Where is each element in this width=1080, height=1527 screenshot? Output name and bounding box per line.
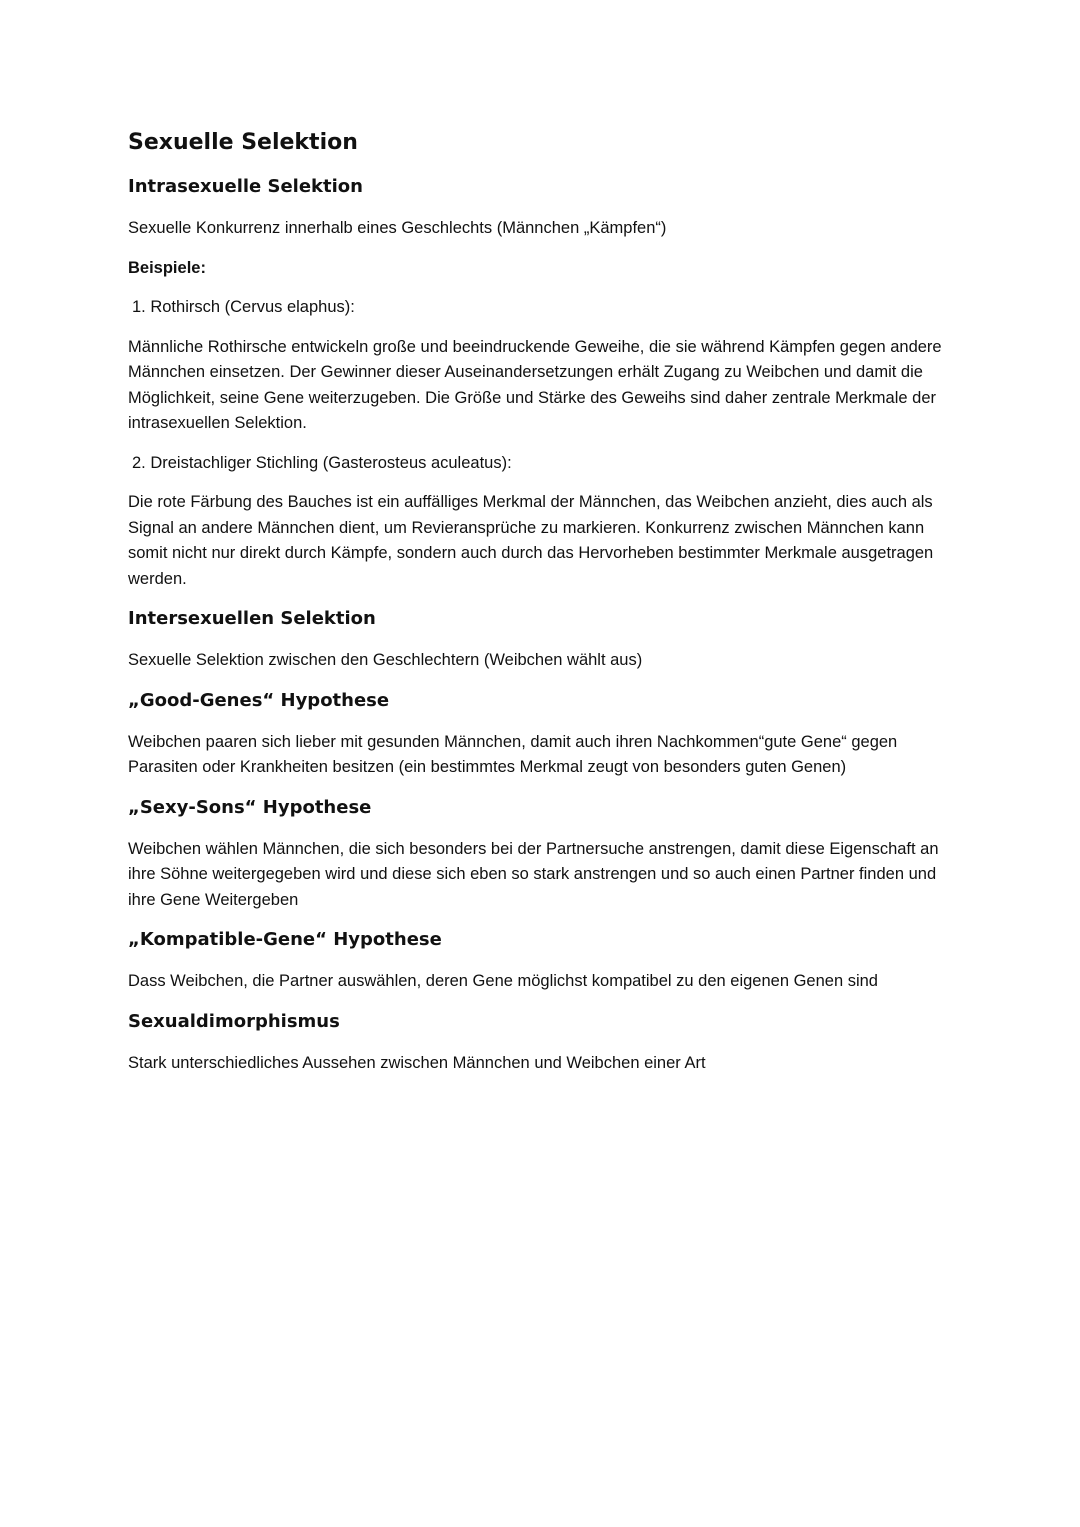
intersexual-heading: Intersexuellen Selektion: [128, 608, 376, 629]
good-genes-text: Weibchen paaren sich lieber mit gesunden Männchen, damit auch ihren Nachkommen“gute Gene“ gegen Parasiten oder Krankheiten besitzen (ein bestimmtes Merkmal zeugt von besonders guten Genen): [128, 732, 898, 776]
example-2-text: Die rote Färbung des Bauches ist ein auffälliges Merkmal der Männchen, das Weibchen anzieht, dies auch als Signal an andere Männchen dient, um Revieransprüche zu markieren. Konkurrenz zwischen Männchen kann somit nicht nur direkt durch Kämpfe, sondern auch durch das Hervorheben bestimmter Merkmale ausgetragen werden.: [128, 493, 934, 588]
document-title: Sexuelle Selektion: [128, 130, 358, 155]
sexy-sons-heading: „Sexy-Sons“ Hypothese: [128, 796, 372, 818]
sexy-sons-text: Weibchen wählen Männchen, die sich besonders bei der Partnersuche anstrengen, damit diese Eigenschaft an ihre Söhne weitergegeben wird und diese sich eben so stark anstrengen und so auch einen Partner finden und ihre Gene Weitergeben: [128, 839, 939, 909]
compatible-genes-text: Dass Weibchen, die Partner auswählen, deren Gene möglichst kompatibel zu den eigenen Genen sind: [128, 972, 878, 990]
intrasexual-definition: Sexuelle Konkurrenz innerhalb eines Geschlechts (Männchen „Kämpfen“): [128, 219, 667, 237]
sexual-dimorphism-text: Stark unterschiedliches Aussehen zwischen Männchen und Weibchen einer Art: [128, 1053, 706, 1072]
good-genes-heading: „Good-Genes“ Hypothese: [128, 689, 390, 711]
compatible-genes-heading: „Kompatible-Gene“ Hypothese: [128, 929, 442, 950]
example-1-title: 1. Rothirsch (Cervus elaphus):: [132, 298, 355, 316]
intersexual-definition: Sexuelle Selektion zwischen den Geschlechtern (Weibchen wählt aus): [128, 651, 643, 669]
document-page: [128, 128, 958, 1090]
sexual-dimorphism-heading: Sexualdimorphismus: [128, 1010, 340, 1032]
example-2-title: 2. Dreistachliger Stichling (Gasterosteus aculeatus):: [132, 453, 512, 472]
example-1-text: Männliche Rothirsche entwickeln große und beeindruckende Geweihe, die sie während Kämpfen gegen andere Männchen einsetzen. Der Gewinner dieser Auseinandersetzungen erhält Zugang zu Weibchen und damit die Möglichkeit, seine Gene weiterzugeben. Die Größe und Stärke des Geweihs sind daher zentrale Merkmale der intrasexuellen Selektion.: [128, 337, 942, 432]
examples-label: Beispiele:: [128, 258, 206, 277]
intrasexual-heading: Intrasexuelle Selektion: [128, 176, 363, 197]
